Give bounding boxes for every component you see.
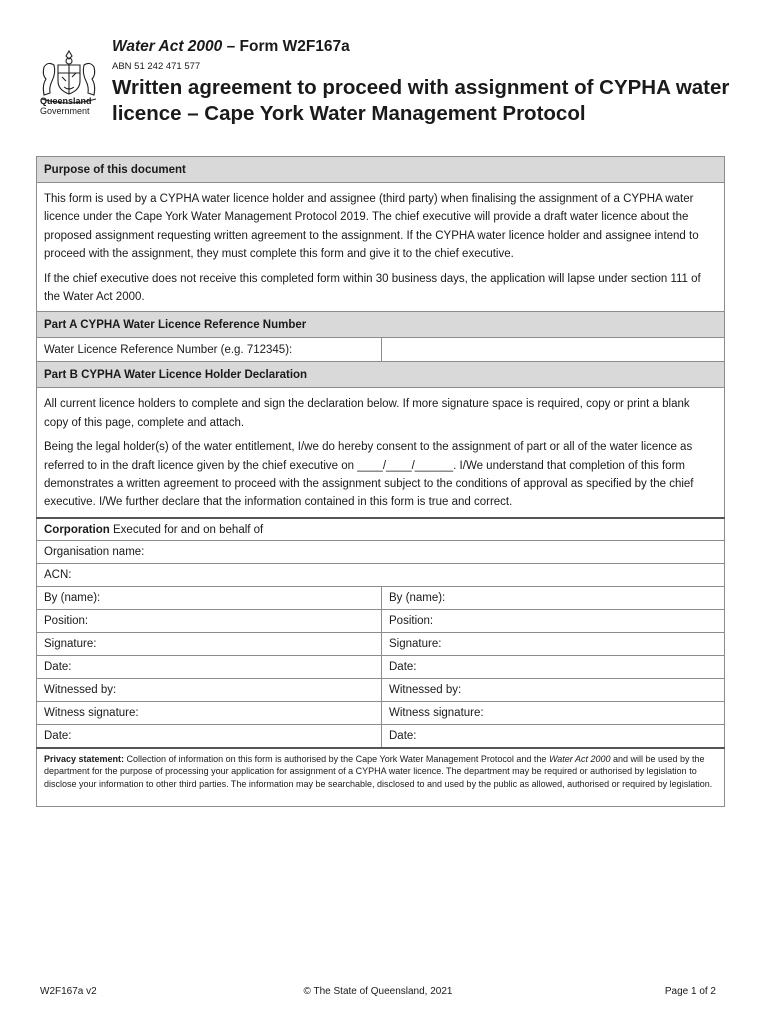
witnessed-by-field-left[interactable]: Witnessed by:	[37, 679, 382, 702]
corporation-label	[37, 518, 725, 541]
purpose-paragraph-1: This form is used by a CYPHA water licence holder and assignee (third party) when finalising the assignment of a CYPHA water licence under the Cape York Water Management Protocol 2019. The chief executive will provide a draft water licence about the proposed assignment requesting written agreement to the assignment. If the CYPHA water licence holder and assignee intend to proceed with the assignment, they must complete this form and give it to the chief executive.	[44, 193, 699, 261]
position-field-right[interactable]: Position:	[382, 610, 725, 633]
corporation-executed-text: Executed for and on behalf of	[109, 523, 264, 536]
logo-government: Government	[40, 106, 90, 116]
acn-field[interactable]: ACN:	[37, 564, 725, 587]
declaration-section	[37, 388, 725, 518]
purpose-paragraph-2: If the chief executive does not receive this completed form within 30 business days, the application will lapse under section 111 of the Water Act 2000.	[44, 272, 701, 304]
corporation-bold: Corporation	[44, 523, 110, 536]
purpose-section	[37, 183, 725, 312]
by-name-field-left[interactable]: By (name):	[37, 587, 382, 610]
form-number: – Form W2F167a	[222, 38, 350, 55]
declaration-paragraph-1: All current licence holders to complete and sign the declaration below. If more signature space is required, copy or print a blank copy of this page, complete and attach.	[44, 398, 690, 429]
privacy-text-2: and will be used by the department for the purpose of processing your application for assignment of a CYPHA water licence. The department may be required or authorised by legislation to disclose your information to other third parties. The information may be searchable, disclosed to and used by the public as allowed, authorised or required by legislation.	[44, 753, 713, 789]
act-name: Water Act 2000	[112, 38, 223, 55]
logo-queensland: Queensland	[40, 96, 92, 106]
position-field-left[interactable]: Position:	[37, 610, 382, 633]
licence-reference-field[interactable]	[382, 338, 725, 362]
witness-date-field-left[interactable]: Date:	[37, 725, 382, 748]
privacy-statement	[37, 748, 725, 807]
footer-form-version: W2F167a v2	[40, 986, 97, 997]
declaration-paragraph-2: Being the legal holder(s) of the water entitlement, I/we do hereby consent to the assignment of part or all of the water licence as referred to in the draft licence given by the chief executive on ____/____/______. I/We understand that completion of this form demonstrates a written agreement to proceed with the assignment subject to the conditions of approval as specified by the chief executive. I/We further declare that the information contained in this form is true and correct.	[44, 441, 694, 509]
date-field-left[interactable]: Date:	[37, 656, 382, 679]
part-b-heading: Part B CYPHA Water Licence Holder Declaration	[37, 362, 725, 388]
form-table	[36, 156, 725, 807]
footer-copyright: © The State of Queensland, 2021	[303, 986, 453, 997]
date-field-right[interactable]: Date:	[382, 656, 725, 679]
document-header	[34, 34, 734, 156]
abn-number: ABN 51 242 471 577	[112, 61, 201, 72]
privacy-label: Privacy statement:	[44, 753, 125, 764]
witness-signature-field-right[interactable]: Witness signature:	[382, 702, 725, 725]
organisation-name-field[interactable]: Organisation name:	[37, 541, 725, 564]
witness-signature-field-left[interactable]: Witness signature:	[37, 702, 382, 725]
licence-reference-label: Water Licence Reference Number (e.g. 712345):	[37, 338, 382, 362]
footer-page-number: Page 1 of 2	[664, 986, 716, 997]
witnessed-by-field-right[interactable]: Witnessed by:	[382, 679, 725, 702]
witness-date-field-right[interactable]: Date:	[382, 725, 725, 748]
signature-field-right[interactable]: Signature:	[382, 633, 725, 656]
government-logo-text	[40, 96, 100, 116]
document-title: Written agreement to proceed with assignment of CYPHA water licence – Cape York Water Management Protocol	[112, 76, 730, 125]
privacy-act-name: Water Act 2000	[548, 753, 611, 764]
signature-field-left[interactable]: Signature:	[37, 633, 382, 656]
by-name-field-right[interactable]: By (name):	[382, 587, 725, 610]
part-a-heading: Part A CYPHA Water Licence Reference Number	[37, 312, 725, 338]
act-form-line	[112, 38, 350, 56]
purpose-heading: Purpose of this document	[37, 157, 725, 183]
privacy-text-1: Collection of information on this form is authorised by the Cape York Water Management Protocol and the	[124, 753, 549, 764]
